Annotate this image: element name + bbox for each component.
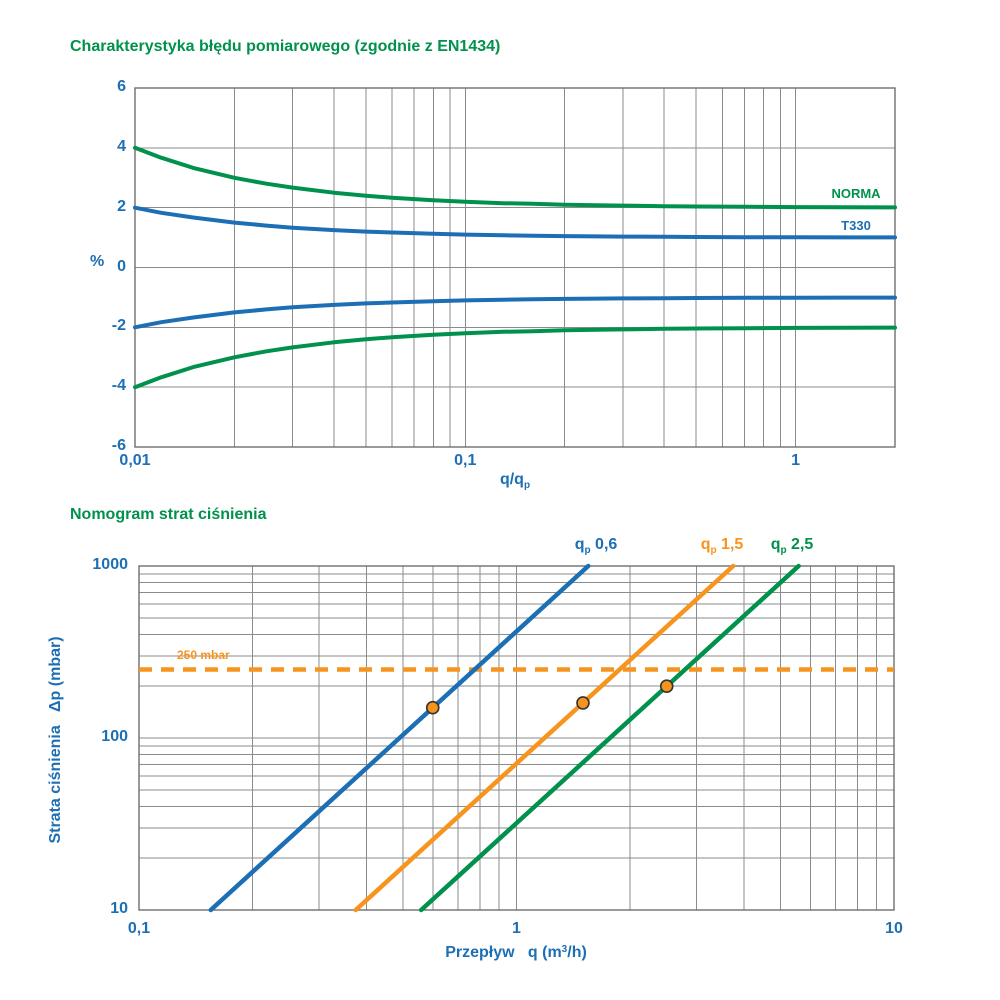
pressure-chart-title: Nomogram strat ciśnienia <box>70 506 267 523</box>
y-tick-label: 6 <box>117 78 126 95</box>
y-tick-label: -6 <box>111 437 126 454</box>
y-tick-label: 4 <box>117 137 126 155</box>
x-tick-label: 1 <box>512 920 521 937</box>
y-tick-label: -4 <box>111 377 126 395</box>
flow-line-label-0: $q_p$ 0,6 <box>574 536 618 556</box>
curve-norma-upper <box>135 148 895 208</box>
x-tick-label: 0,01 <box>119 452 151 469</box>
pressure-loss-marker-dot <box>577 697 589 709</box>
error-chart-title: Charakterystyka błędu pomiarowego (zgodnie z EN1434) <box>70 38 501 55</box>
y-tick-label: 1000 <box>92 556 128 573</box>
y-tick-label: 10 <box>110 900 128 917</box>
x-tick-label: 10 <box>885 920 903 937</box>
flow-line-label-1: $q_p$ 1,5 <box>700 536 744 556</box>
pressure-loss-marker-dot <box>427 702 439 714</box>
y-tick-label: -2 <box>111 317 126 335</box>
curve-norma-lower <box>135 328 895 388</box>
y-tick-label: 0 <box>117 257 126 275</box>
flow-line-label-2: $q_p$ 2,5 <box>770 536 814 556</box>
pressure-loss-marker-dot <box>661 680 673 692</box>
y-axis-label-percent: % <box>90 253 105 270</box>
x-axis-label: $q/q_p$ <box>499 471 531 491</box>
x-tick-label: 1 <box>791 452 801 469</box>
curve-t330-upper <box>135 208 895 238</box>
reference-line-label: 250 mbar <box>177 648 230 662</box>
y-tick-label: 2 <box>117 197 126 215</box>
y-tick-label: 100 <box>101 728 128 745</box>
series-label-norma: NORMA <box>831 186 881 201</box>
x-tick-label: 0,1 <box>127 920 151 937</box>
y-axis-label: Strata ciśnienia Δp (mbar) <box>47 636 64 844</box>
x-axis-label: Przepływ q $(m^3/h)$ <box>445 944 587 961</box>
series-label-t330: T330 <box>841 218 871 233</box>
curve-t330-lower <box>135 298 895 328</box>
x-tick-label: 0,1 <box>454 452 477 469</box>
